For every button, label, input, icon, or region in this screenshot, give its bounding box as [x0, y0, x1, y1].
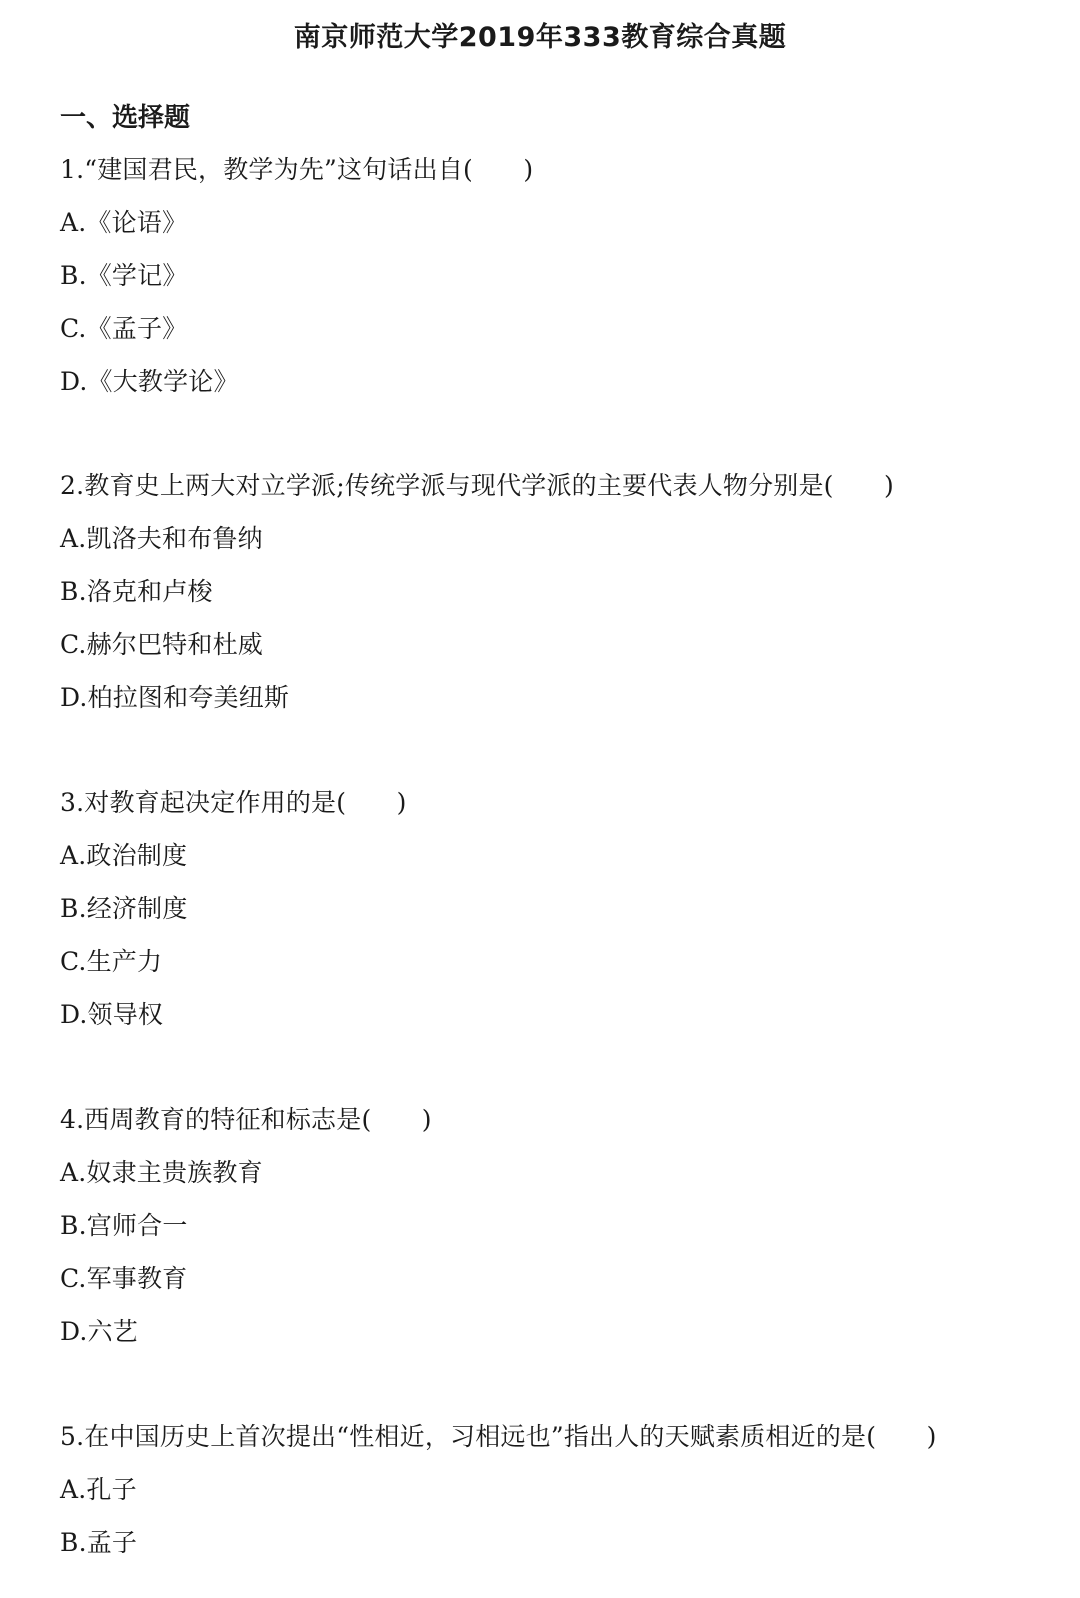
- question-4-text: 4.西周教育的特征和标志是( ): [60, 1105, 432, 1134]
- document-title: 南京师范大学2019年333教育综合真题: [293, 22, 787, 53]
- question-3-option-a: A.政治制度: [60, 841, 188, 870]
- question-1-option-c: C.《孟子》: [60, 314, 188, 343]
- question-2-option-a: A.凯洛夫和布鲁纳: [60, 524, 263, 553]
- question-2-option-b: B.洛克和卢梭: [60, 577, 213, 606]
- question-1-option-a: A.《论语》: [60, 208, 188, 237]
- question-5-option-b: B.孟子: [60, 1528, 138, 1557]
- question-4-option-a: A.奴隶主贵族教育: [60, 1158, 263, 1187]
- question-2-option-c: C.赫尔巴特和杜威: [60, 630, 263, 659]
- question-1-option-b: B.《学记》: [60, 261, 188, 290]
- question-3-text: 3.对教育起决定作用的是( ): [60, 788, 407, 817]
- section-heading: 一、选择题: [60, 103, 191, 133]
- question-4-option-b: B.宫师合一: [60, 1211, 188, 1240]
- question-2-text: 2.教育史上两大对立学派;传统学派与现代学派的主要代表人物分别是( ): [60, 471, 894, 500]
- question-1-option-d: D.《大教学论》: [60, 367, 239, 396]
- question-5-option-a: A.孔子: [60, 1475, 137, 1504]
- question-3-option-b: B.经济制度: [60, 894, 188, 923]
- question-3-option-c: C.生产力: [60, 947, 163, 976]
- question-1-text: 1.“建国君民，教学为先”这句话出自( ): [60, 155, 534, 184]
- question-4-option-d: D.六艺: [60, 1317, 138, 1346]
- question-4-option-c: C.军事教育: [60, 1264, 188, 1293]
- question-3-option-d: D.领导权: [60, 1000, 164, 1029]
- question-5-text: 5.在中国历史上首次提出“性相近，习相远也”指出人的天赋素质相近的是( ): [60, 1422, 937, 1451]
- question-2-option-d: D.柏拉图和夸美纽斯: [60, 683, 290, 712]
